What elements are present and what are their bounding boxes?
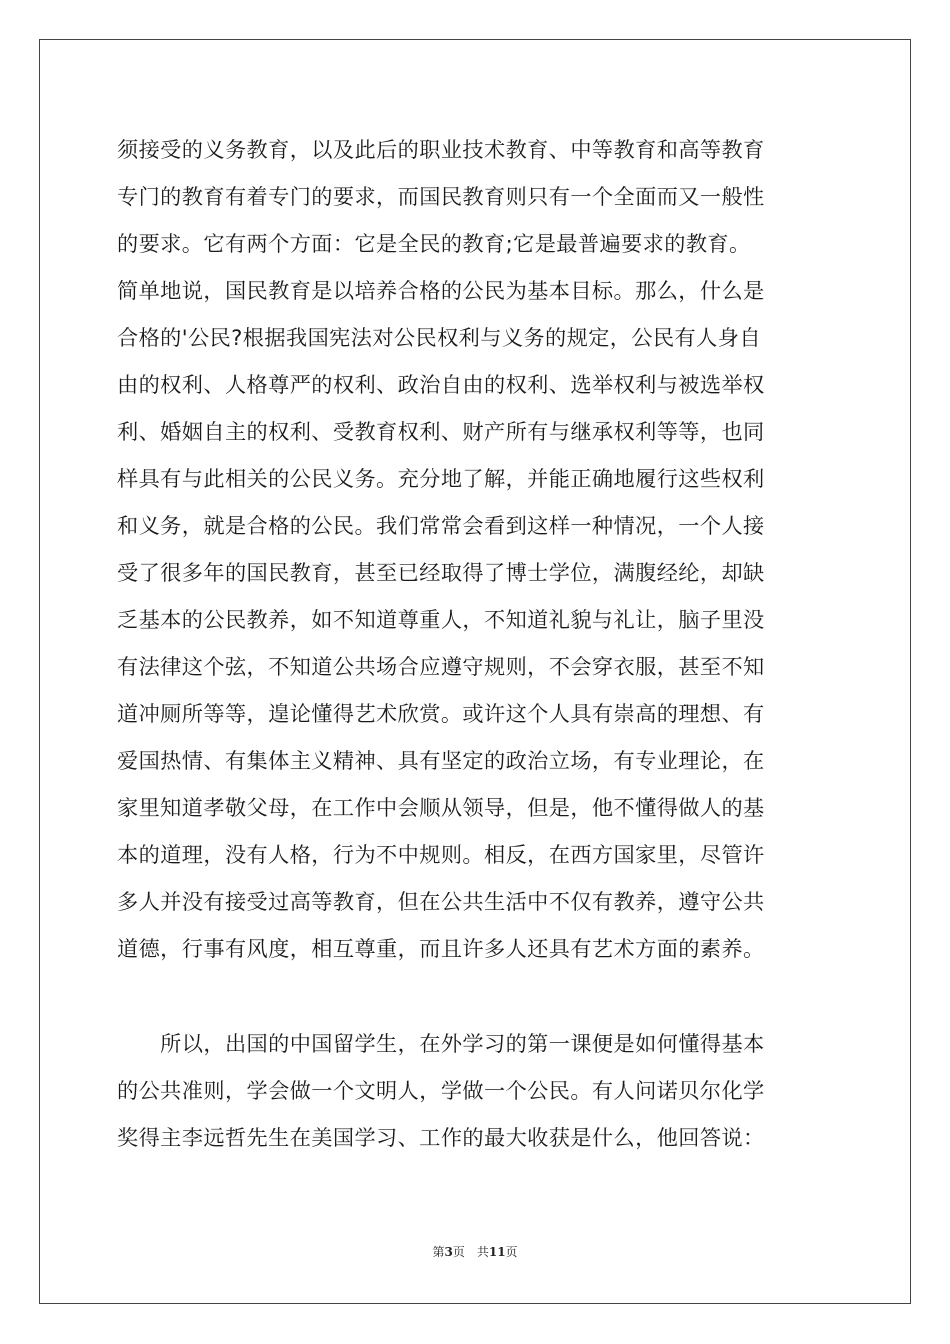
- text-line: 专门的教育有着专门的要求，而国民教育则只有一个全面而又一般性: [117, 184, 765, 209]
- total-pages: 11: [488, 1245, 506, 1259]
- text-line: 受了很多年的国民教育，甚至已经取得了博士学位，满腹经纶，却缺: [117, 560, 765, 585]
- text-line: 乏基本的公民教养，如不知道尊重人，不知道礼貌与礼让，脑子里没: [117, 607, 765, 632]
- text-line: 由的权利、人格尊严的权利、政治自由的权利、选举权利与被选举权: [117, 372, 765, 397]
- text-line: 本的道理，没有人格，行为不中规则。相反，在西方国家里，尽管许: [117, 842, 765, 867]
- text-line: 道德，行事有风度，相互尊重，而且许多人还具有艺术方面的素养。: [117, 936, 765, 961]
- page-footer: [0, 1243, 950, 1260]
- total-prefix: 共: [476, 1245, 489, 1259]
- text-line: 所以，出国的中国留学生，在外学习的第一课便是如何懂得基本: [117, 1031, 765, 1056]
- text-line: 利、婚姻自主的权利、受教育权利、财产所有与继承权利等等，也同: [117, 419, 765, 444]
- text-line: 有法律这个弦，不知道公共场合应遵守规则，不会穿衣服，甚至不知: [117, 654, 765, 679]
- text-line: 须接受的义务教育，以及此后的职业技术教育、中等教育和高等教育: [117, 137, 765, 162]
- text-line: 奖得主李远哲先生在美国学习、工作的最大收获是什么，他回答说：: [117, 1125, 765, 1150]
- text-line: 多人并没有接受过高等教育，但在公共生活中不仅有教养，遵守公共: [117, 889, 765, 914]
- text-line: 道冲厕所等等，遑论懂得艺术欣赏。或许这个人具有崇高的理想、有: [117, 701, 765, 726]
- text-line: 和义务，就是合格的公民。我们常常会看到这样一种情况，一个人接: [117, 513, 765, 538]
- text-line: 简单地说，国民教育是以培养合格的公民为基本目标。那么，什么是: [117, 278, 765, 303]
- total-suffix: 页: [505, 1245, 518, 1259]
- text-line: 家里知道孝敬父母，在工作中会顺从领导，但是，他不懂得做人的基: [117, 795, 765, 820]
- text-line: 样具有与此相关的公民义务。充分地了解，并能正确地履行这些权利: [117, 466, 765, 491]
- text-line: 的公共准则，学会做一个文明人，学做一个公民。有人问诺贝尔化学: [117, 1078, 765, 1103]
- page-suffix: 页: [452, 1245, 465, 1259]
- page-prefix: 第: [432, 1245, 445, 1259]
- text-line: 的要求。它有两个方面：它是全民的教育;它是最普遍要求的教育。: [117, 231, 751, 256]
- text-line: 爱国热情、有集体主义精神、具有坚定的政治立场，有专业理论，在: [117, 748, 765, 773]
- page-number: 3: [444, 1245, 453, 1259]
- text-line: 合格的'公民?根据我国宪法对公民权利与义务的规定，公民有人身自: [117, 325, 761, 350]
